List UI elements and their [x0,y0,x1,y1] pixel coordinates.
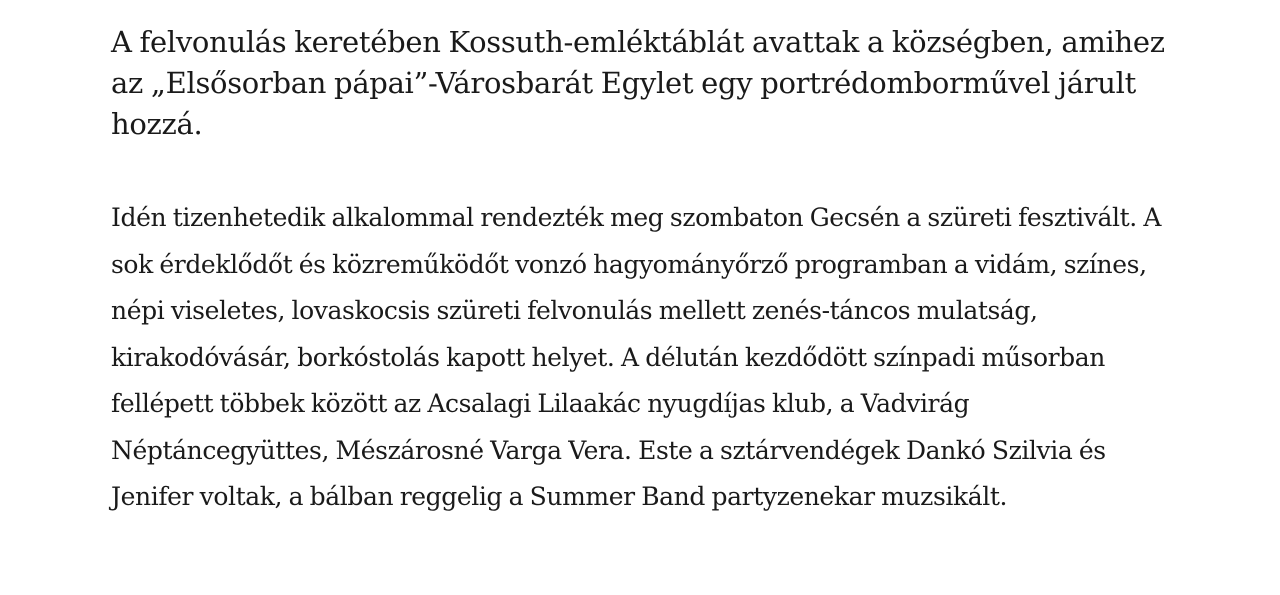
article-content [111,22,1171,521]
article-lead-paragraph: A felvonulás keretében Kossuth-emléktáblát avattak a községben, amihez az „Elsősorban pápai”-Városbarát Egylet egy portrédomborművel járult hozzá. [111,25,1165,141]
article-body-paragraph: Idén tizenhetedik alkalommal rendezték meg szombaton Gecsén a szüreti fesztivált. A sok érdeklődőt és közreműködőt vonzó hagyományőrző programban a vidám, színes, népi viseletes, lovaskocsis szüreti felvonulás mellett zenés-táncos mulatság, kirakodóvásár, borkóstolás kapott helyet. A délután kezdődött színpadi műsorban fellépett többek között az Acsalagi Lilaakác nyugdíjas klub, a Vadvirág Néptáncegyüttes, Mészárosné Varga Vera. Este a sztárvendégek Dankó Szilvia és Jenifer voltak, a bálban reggelig a Summer Band partyzenekar muzsikált. [111,203,1161,511]
